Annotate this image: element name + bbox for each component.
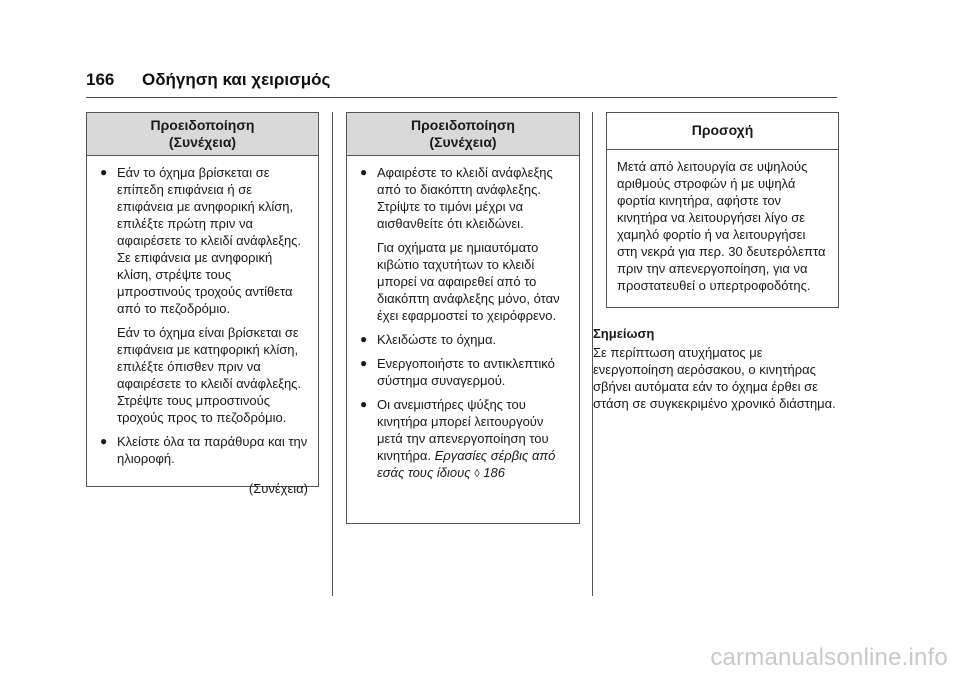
list-item-text: Αφαιρέστε το κλειδί ανάφλεξης από το διακόπτη ανάφλεξης. Στρίψτε το τιμόνι μέχρι να αισθανθείτε ότι κλειδώνει. <box>377 165 553 231</box>
bullet-icon: ● <box>360 397 368 411</box>
bullet-icon: ● <box>360 165 368 179</box>
page-header <box>86 70 836 90</box>
list-item <box>357 396 569 483</box>
bullet-icon: ● <box>360 356 368 370</box>
caution-text: Μετά από λειτουργία σε υψηλούς αριθμούς στροφών ή με υψηλά φορτία κινητήρα, αφήστε τον κινητήρα να λειτουργήσει λίγο σε χαμηλό φορτίο ή να λειτουργήσει στη νεκρά για περ. 30 δευτερόλεπτα πριν την απενεργοποίηση, για να προστατευθεί ο υπερτροφοδότης. <box>617 159 826 293</box>
list-item <box>357 331 569 348</box>
warning-heading-line2: (Συνέχεια) <box>168 134 237 150</box>
list-item-text: Κλείστε όλα τα παράθυρα και την ηλιοροφή. <box>117 434 308 466</box>
continued-label: (Συνέχεια) <box>248 481 308 496</box>
list-item-text <box>377 396 569 483</box>
list-item-text: Εάν το όχημα βρίσκεται σε επίπεδη επιφάνεια ή σε επιφάνεια με ανηφορική κλίση, επιλέξτε πρώτη πριν να αφαιρέσετε το κλειδί ανάφλεξης. Σε επιφάνεια με ανηφορική κλίση, στρέψτε τους μπροστινούς τροχούς αντίθετα από το πεζοδρόμιο. <box>117 165 302 316</box>
note-title: Σημείωση <box>593 326 655 341</box>
page-number: 166 <box>86 70 115 89</box>
caution-box <box>606 112 839 308</box>
list-item-text: Ενεργοποιήστε το αντικλεπτικό σύστημα συναγερμού. <box>377 356 555 388</box>
warning-box-1 <box>86 112 319 496</box>
header-divider <box>86 97 837 98</box>
list-item <box>97 433 308 467</box>
paragraph: Εάν το όχημα είναι βρίσκεται σε επιφάνεια με κατηφορική κλίση, επιλέξτε όπισθεν πριν να αφαιρέσετε το κλειδί ανάφλεξης. Στρέψτε τους μπροστινούς τροχούς προς το πεζοδρόμιο. <box>117 325 302 425</box>
caution-heading: Προσοχή <box>607 113 838 150</box>
warning-box-1-heading <box>87 113 318 156</box>
list-item <box>357 164 569 232</box>
warning-box-2 <box>346 112 580 524</box>
list-item-text: Κλειδώστε το όχημα. <box>377 332 497 347</box>
bullet-icon: ● <box>360 332 368 346</box>
list-item-text-part: Οι ανεμιστήρες ψύξης του κινητήρα μπορεί λειτουργούν μετά την απενεργοποίηση του κινητήρα. <box>377 397 549 463</box>
caution-body <box>607 149 838 300</box>
warning-heading-line2: (Συνέχεια) <box>429 134 497 150</box>
bullet-icon: ● <box>100 434 108 448</box>
warning-box-2-heading <box>347 113 579 156</box>
warning-box-1-body <box>87 156 318 503</box>
note-text: Σε περίπτωση ατυχήματος με ενεργοποίηση αερόσακου, ο κινητήρας σβήνει αυτόματα εάν το όχημα έρθει σε στάση σε συγκεκριμένο χρονικό διάστημα. <box>593 345 836 411</box>
watermark-text: carmanualsonline.info <box>710 644 948 671</box>
note-section <box>593 325 843 412</box>
page-title: Οδήγηση και χειρισμός <box>142 70 331 89</box>
list-item <box>357 355 569 389</box>
cross-reference-link[interactable]: Εργασίες σέρβις από εσάς τους ίδιους <box>377 448 556 480</box>
reference-arrow-icon: ◊ <box>474 468 480 480</box>
paragraph: Για οχήματα με ημιαυτόματο κιβώτιο ταχυτήτων το κλειδί μπορεί να αφαιρεθεί από το διακόπτη ανάφλεξης μόνο, όταν έχει εφαρμοστεί το χειρόφρενο. <box>377 240 560 323</box>
warning-box-2-body <box>347 156 579 496</box>
warning-heading-line1: Προειδοποίηση <box>411 117 515 133</box>
cross-reference-page[interactable]: 186 <box>483 465 505 480</box>
warning-heading-line1: Προειδοποίηση <box>150 117 255 133</box>
list-item <box>97 164 308 317</box>
bullet-icon: ● <box>100 165 108 179</box>
column-divider-left <box>332 112 333 596</box>
